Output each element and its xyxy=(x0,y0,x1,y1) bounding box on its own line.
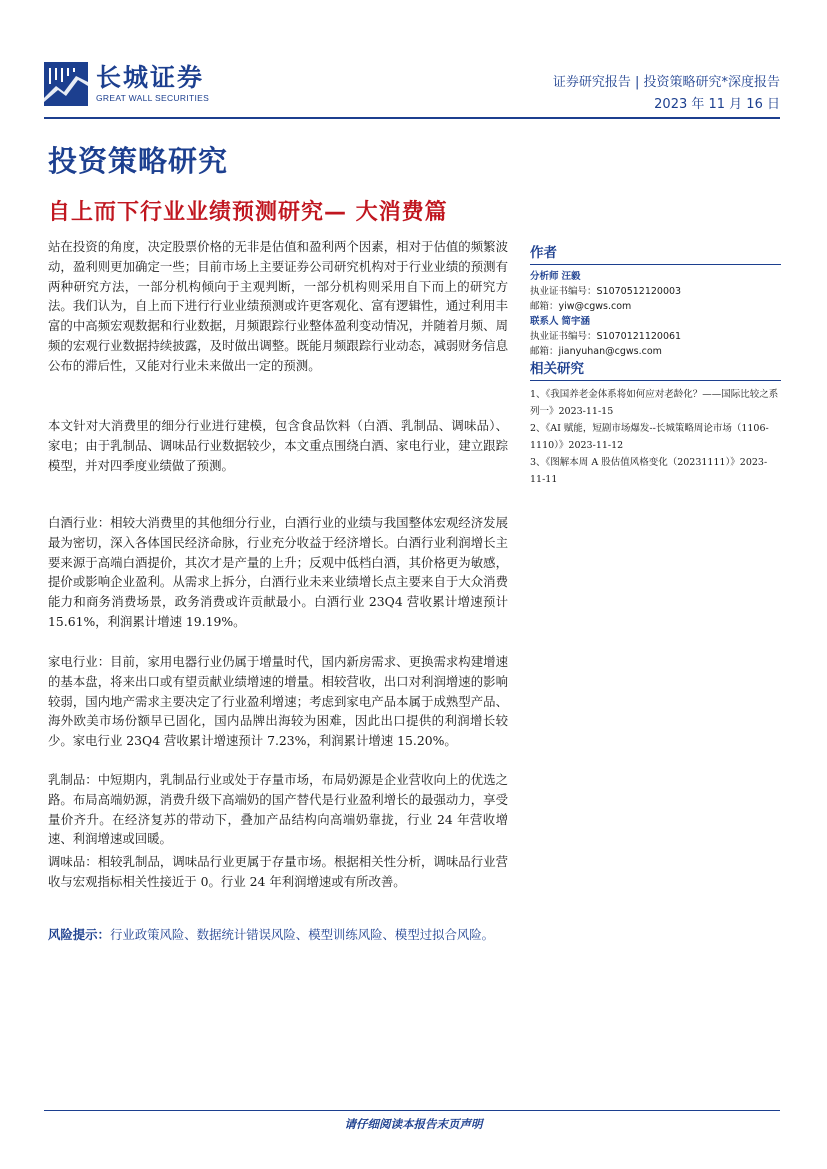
contact-line xyxy=(530,314,781,329)
footer-divider xyxy=(44,1110,780,1111)
paragraph-scope: 本文针对大消费里的细分行业进行建模，包含食品饮料（白酒、乳制品、调味品）、家电；由于乳制品、调味品行业数据较少，本文重点围绕白酒、家电行业，建立跟踪模型，并对四季度业绩做了预测。 xyxy=(48,418,508,473)
risk-text: 行业政策风险、数据统计错误风险、模型训练风险、模型过拟合风险。 xyxy=(109,927,495,942)
related-item[interactable]: 2、《AI 赋能，短剧市场爆发--长城策略周论市场（1106-1110）》2023-11-12 xyxy=(530,423,769,451)
analyst-line xyxy=(530,269,781,284)
risk-warning xyxy=(48,925,508,945)
paragraph-baijiu: 白酒行业：相较大消费里的其他细分行业，白酒行业的业绩与我国整体宏观经济发展最为密切，深入各体国民经济命脉，行业充分收益于经济增长。白酒行业利润增长主要来源于高端白酒提价，其次才是产量的上升；反观中低档白酒，其价格更为敏感，提价或影响企业盈利。从需求上拆分，白酒行业未来业绩增长点主要来自于大众消费能力和商务消费场景，政务消费或许贡献最小。白酒行业 23Q4 营收累计增速预计 15.61%，利润累计增速 19.19%。 xyxy=(48,515,508,629)
paragraph-dairy: 乳制品：中短期内，乳制品行业或处于存量市场，布局奶源是企业营收向上的优选之路。布局高端奶源，消费升级下高端奶的国产替代是行业盈利增长的最强动力，享受量价齐升。在经济复苏的带动下，叠加产品结构向高端奶靠拢，行业 24 年营收增速、利润增速或回暖。 xyxy=(48,772,508,847)
page-title: 投资策略研究 xyxy=(48,144,229,178)
header-divider xyxy=(44,117,780,119)
related-research-section xyxy=(530,357,781,489)
paragraph-condiment: 调味品：相较乳制品，调味品行业更属于存量市场。根据相关性分析，调味品行业营收与宏观指标相关性接近于 0。行业 24 年利润增速或有所改善。 xyxy=(48,854,508,889)
related-item[interactable]: 1、《我国养老金体系将如何应对老龄化？——国际比较之系列一》2023-11-15 xyxy=(530,389,779,417)
paragraph-appliance: 家电行业：目前，家用电器行业仍属于增量时代，国内新房需求、更换需求构建增速的基本盘，将来出口或有望贡献业绩增速的增量。相较营收，出口对利润增速的影响较弱，国内地产需求主要决定了行业盈利增速；考虑到家电产品本属于成熟型产品、海外欧美市场份额早已固化，国内品牌出海较为困难，因此出口提供的利润增长较少。家电行业 23Q4 营收累计增速预计 7.23%，利润累计增速 15.20%。 xyxy=(48,654,508,749)
author-section-title: 作者 xyxy=(530,241,781,265)
analyst-cert: 执业证书编号：S1070512120003 xyxy=(530,286,682,297)
contact-email[interactable]: 邮箱：jianyuhan@cgws.com xyxy=(530,346,662,357)
risk-label: 风险提示： xyxy=(48,927,110,942)
analyst-email[interactable]: 邮箱：yiw@cgws.com xyxy=(530,301,632,312)
contact-role: 联系人 xyxy=(530,316,559,327)
logo-name-cn: 长城证券 xyxy=(96,63,205,92)
logo-name-en: GREAT WALL SECURITIES xyxy=(96,93,210,103)
paragraph-intro: 站在投资的角度，决定股票价格的无非是估值和盈利两个因素，相对于估值的频繁波动，盈利则更加确定一些；目前市场上主要证券公司研究机构对于行业业绩的预测有两种研究方法，一部分机构倾向于主观判断，一部分机构则采用自下而上的研究方法。我们认为，自上而下进行行业业绩预测或许更客观化、富有逻辑性，通过利用丰富的中高频宏观数据和行业数据，月频跟踪行业整体盈利变动情况，并随着月频、周频的宏观行业数据持续披露，及时做出调整。既能月频跟踪行业动态，减弱财务信息公布的滞后性，又能对行业未来做出一定的预测。 xyxy=(48,239,508,373)
analyst-role: 分析师 xyxy=(530,271,559,282)
contact-cert: 执业证书编号：S1070121120061 xyxy=(530,331,682,342)
report-subtitle: 自上而下行业业绩预测研究— 大消费篇 xyxy=(48,200,448,225)
report-category: 证券研究报告 | 投资策略研究*深度报告 xyxy=(552,75,780,90)
related-item[interactable]: 3、《图解本周 A 股估值风格变化（20231111）》2023-11-11 xyxy=(530,457,768,485)
author-section xyxy=(530,241,781,359)
report-date: 2023 年 11 月 16 日 xyxy=(654,97,780,112)
report-header-info xyxy=(553,72,780,116)
analyst-name: 汪毅 xyxy=(561,271,581,282)
footer-disclaimer: 请仔细阅读本报告末页声明 xyxy=(344,1117,483,1131)
contact-name: 简宇涵 xyxy=(561,316,591,327)
related-section-title: 相关研究 xyxy=(530,357,781,381)
company-logo xyxy=(44,62,209,106)
great-wall-logo-icon xyxy=(44,62,88,106)
